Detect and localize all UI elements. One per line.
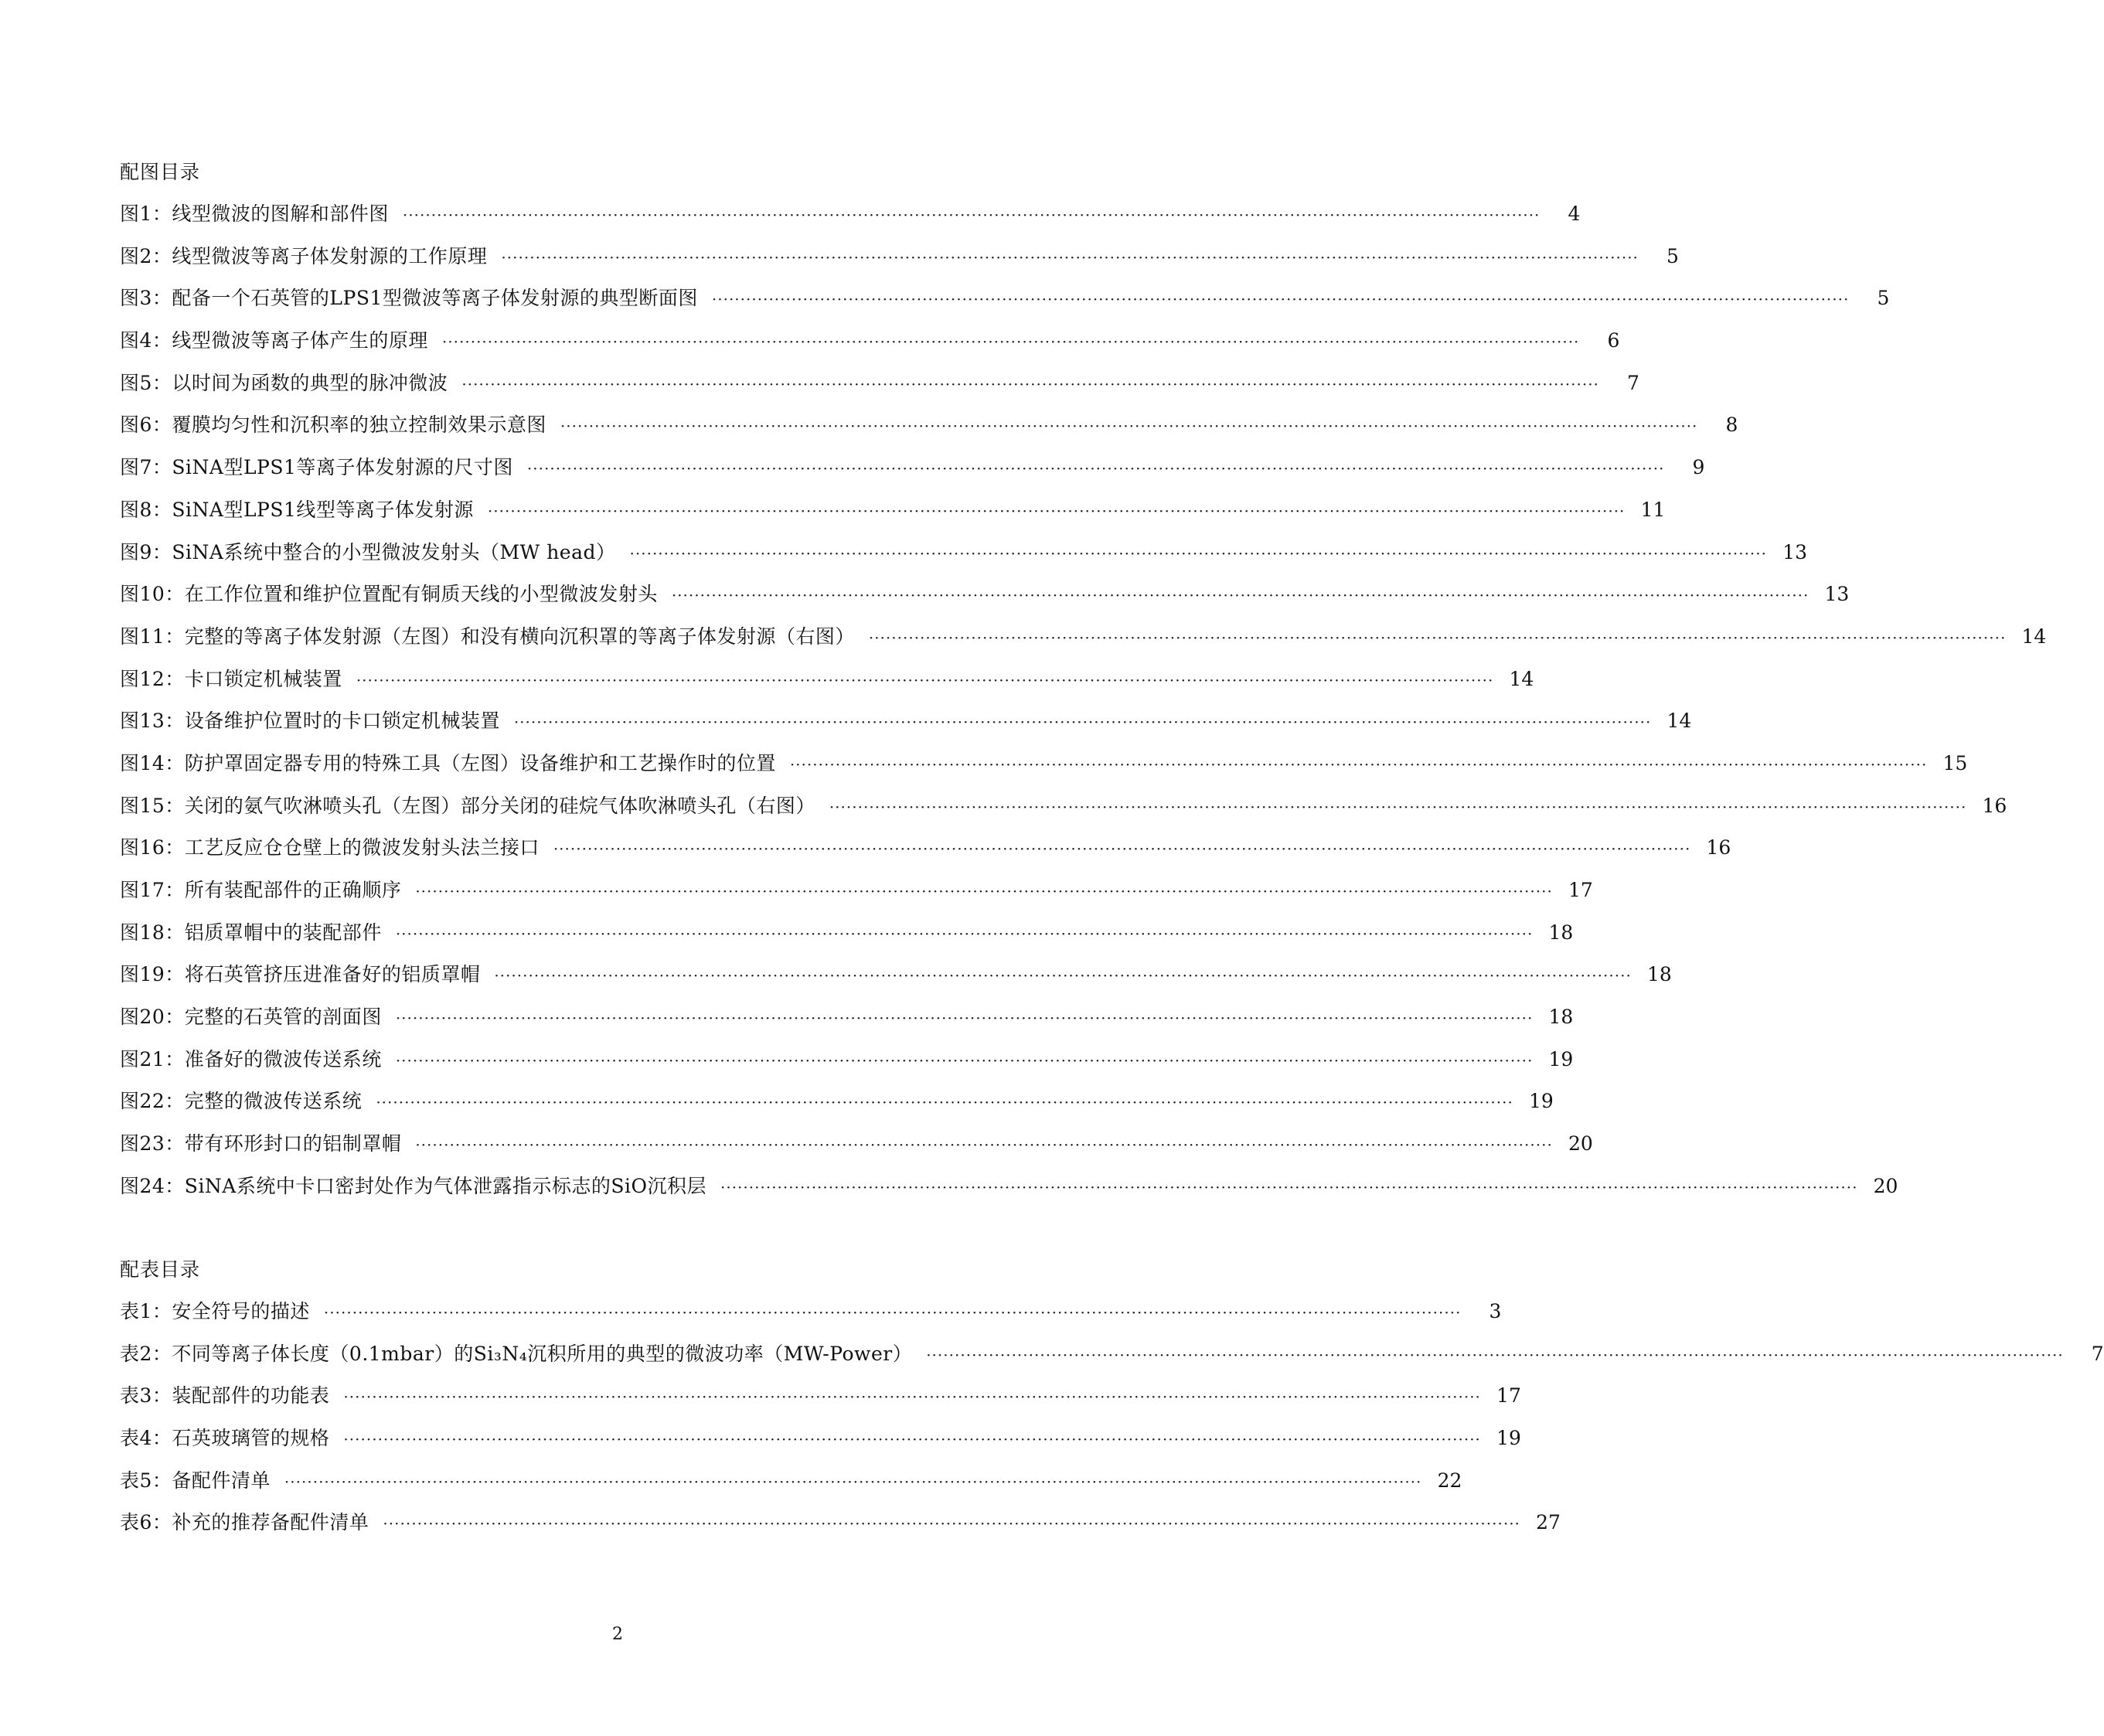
figure-entry-label: 图15：关闭的氨气吹淋喷头孔（左图）部分关闭的硅烷气体吹淋喷头孔（右图） (120, 794, 815, 817)
table-entry-label: 表5：备配件清单 (120, 1469, 271, 1492)
figure-entry[interactable] (120, 1081, 1554, 1123)
figure-entry[interactable] (120, 404, 1738, 447)
figure-entry-label: 图7：SiNA型LPS1等离子体发射源的尺寸图 (120, 456, 513, 479)
figure-entry-page: 13 (1824, 583, 1850, 606)
figure-entry-page: 14 (1667, 710, 1692, 733)
figure-entry[interactable] (120, 912, 1574, 955)
figure-list-title: 配图目录 (120, 161, 201, 183)
figure-entry-label: 图4：线型微波等离子体产生的原理 (120, 329, 428, 352)
dot-leader: ········································································································································································································ (356, 670, 1494, 689)
dot-leader: ········································································································································································································ (343, 1430, 1481, 1449)
figure-entry[interactable] (120, 785, 2007, 828)
dot-leader: ········································································································································································································ (487, 501, 1626, 520)
table-entry-page: 7 (2091, 1342, 2104, 1365)
table-entry-label: 表6：补充的推荐备配件清单 (120, 1511, 369, 1534)
figure-entry[interactable] (120, 532, 1807, 574)
dot-leader: ········································································································································································································ (553, 839, 1691, 859)
dot-leader: ········································································································································································································ (513, 713, 1652, 732)
dot-leader: ········································································································································································································ (415, 1135, 1553, 1155)
dot-leader: ········································································································································································································ (711, 290, 1850, 309)
figure-entry-label: 图2：线型微波等离子体发射源的工作原理 (120, 244, 488, 267)
figure-entry[interactable] (120, 743, 1968, 785)
table-entry-page: 3 (1489, 1300, 1502, 1322)
figure-entry-page: 18 (1548, 921, 1574, 944)
figure-entry-label: 图6：覆膜均匀性和沉积率的独立控制效果示意图 (120, 414, 546, 437)
figure-entry-label: 图17：所有装配部件的正确顺序 (120, 879, 402, 901)
figure-entry-page: 19 (1529, 1090, 1554, 1113)
table-entry-label: 表4：石英玻璃管的规格 (120, 1427, 330, 1450)
figure-entries (120, 193, 2047, 1208)
table-entry[interactable] (120, 1418, 1521, 1460)
figure-entry-label: 图10：在工作位置和维护位置配有铜质天线的小型微波发射头 (120, 583, 658, 606)
figure-entry-page: 5 (1667, 244, 1679, 267)
figure-entry-label: 图24：SiNA系统中卡口密封处作为气体泄露指示标志的SiO沉积层 (120, 1174, 706, 1197)
figure-entry-page: 20 (1873, 1174, 1898, 1197)
dot-leader: ········································································································································································································ (829, 797, 1967, 816)
dot-leader: ········································································································································································································ (402, 206, 1541, 224)
figure-entry-page: 14 (1509, 667, 1534, 690)
figure-entry[interactable] (120, 574, 1850, 616)
figure-entry-page: 20 (1568, 1132, 1593, 1156)
figure-entry[interactable] (120, 827, 1731, 870)
figure-entry-label: 图21：准备好的微波传送系统 (120, 1047, 382, 1071)
dot-leader: ········································································································································································································ (629, 543, 1767, 563)
table-entry[interactable] (120, 1460, 1462, 1503)
table-entry-page: 17 (1496, 1384, 1521, 1408)
figure-entry-page: 16 (1982, 794, 2007, 817)
figure-entry[interactable] (120, 193, 1581, 236)
dot-leader: ········································································································································································································ (343, 1387, 1481, 1407)
dot-leader: ········································································································································································································ (526, 459, 1665, 478)
dot-leader: ········································································································································································································ (441, 332, 1580, 352)
dot-leader: ········································································································································································································ (376, 1093, 1513, 1112)
figure-entry[interactable] (120, 489, 1666, 532)
table-list-section (120, 1249, 2104, 1544)
figure-list-section (120, 151, 2047, 1208)
figure-entry-label: 图1：线型微波的图解和部件图 (120, 203, 389, 225)
figure-entry-page: 6 (1607, 329, 1620, 352)
figure-entry-label: 图9：SiNA系统中整合的小型微波发射头（MW head） (120, 540, 616, 563)
table-entries (120, 1291, 2104, 1544)
table-entry[interactable] (120, 1375, 1521, 1418)
dot-leader: ········································································································································································································ (501, 247, 1639, 267)
figure-entry[interactable] (120, 277, 1890, 320)
figure-entry-page: 11 (1640, 498, 1666, 521)
table-list-title: 配表目录 (120, 1258, 201, 1281)
dot-leader: ········································································································································································································ (868, 628, 2007, 647)
figure-entry-page: 14 (2021, 625, 2047, 648)
dot-leader: ········································································································································································································ (926, 1345, 2064, 1364)
figure-entry-page: 18 (1548, 1006, 1574, 1029)
table-entry-page: 27 (1536, 1511, 1561, 1534)
figure-entry[interactable] (120, 996, 1574, 1039)
table-entry[interactable] (120, 1333, 2104, 1376)
figure-entry-label: 图3：配备一个石英管的LPS1型微波等离子体发射源的典型断面图 (120, 287, 698, 310)
figure-entry-label: 图16：工艺反应仓仓壁上的微波发射头法兰接口 (120, 836, 540, 859)
figure-entry-page: 16 (1706, 836, 1731, 859)
figure-entry[interactable] (120, 870, 1593, 912)
table-entry-page: 22 (1437, 1469, 1462, 1492)
table-entry-page: 19 (1496, 1427, 1521, 1450)
dot-leader: ········································································································································································································ (461, 374, 1599, 393)
dot-leader: ········································································································································································································ (671, 586, 1810, 605)
figure-entry-page: 15 (1942, 751, 1968, 774)
figure-entry-page: 13 (1782, 540, 1807, 563)
figure-entry[interactable] (120, 700, 1692, 743)
dot-leader: ········································································································································································································ (383, 1514, 1520, 1533)
dot-leader: ········································································································································································································ (720, 1177, 1858, 1196)
figure-entry[interactable] (120, 447, 1705, 489)
dot-leader: ········································································································································································································ (415, 882, 1553, 900)
page-number: 2 (612, 1625, 623, 1644)
figure-entry-page: 7 (1627, 371, 1639, 394)
figure-entry[interactable] (120, 659, 1534, 701)
figure-entry-label: 图8：SiNA型LPS1线型等离子体发射源 (120, 498, 474, 521)
table-entry[interactable] (120, 1502, 1561, 1544)
figure-entry[interactable] (120, 954, 1672, 996)
table-entry-label: 表1：安全符号的描述 (120, 1300, 310, 1322)
dot-leader: ········································································································································································································ (560, 417, 1698, 436)
dot-leader: ········································································································································································································ (494, 966, 1632, 985)
dot-leader: ········································································································································································································ (284, 1472, 1422, 1491)
figure-entry-label: 图11：完整的等离子体发射源（左图）和没有横向沉积罩的等离子体发射源（右图） (120, 625, 855, 648)
figure-entry[interactable] (120, 1123, 1593, 1166)
figure-entry-label: 图20：完整的石英管的剖面图 (120, 1006, 382, 1029)
figure-entry-label: 图18：铝质罩帽中的装配部件 (120, 921, 382, 944)
figure-entry-page: 5 (1877, 287, 1890, 310)
figure-entry-page: 8 (1725, 414, 1738, 437)
figure-entry-page: 18 (1647, 963, 1672, 986)
dot-leader: ········································································································································································································ (789, 754, 1928, 774)
dot-leader: ········································································································································································································ (323, 1303, 1462, 1322)
figure-entry-page: 4 (1568, 203, 1581, 225)
figure-entry[interactable] (120, 1039, 1574, 1081)
figure-entry-label: 图22：完整的微波传送系统 (120, 1090, 363, 1113)
figure-entry[interactable] (120, 1166, 1898, 1208)
figure-entry[interactable] (120, 320, 1620, 363)
dot-leader: ········································································································································································································ (395, 1050, 1534, 1070)
table-entry-label: 表2：不同等离子体长度（0.1mbar）的Si₃N₄沉积所用的典型的微波功率（MW-Power） (120, 1342, 913, 1365)
figure-entry-label: 图14：防护罩固定器专用的特殊工具（左图）设备维护和工艺操作时的位置 (120, 751, 776, 774)
figure-entry-page: 9 (1692, 456, 1705, 479)
figure-entry[interactable] (120, 616, 2047, 659)
table-entry-label: 表3：装配部件的功能表 (120, 1384, 330, 1408)
figure-entry-page: 19 (1548, 1047, 1574, 1071)
figure-entry[interactable] (120, 363, 1639, 405)
dot-leader: ········································································································································································································ (395, 1009, 1534, 1028)
table-entry[interactable] (120, 1291, 1502, 1333)
figure-entry-label: 图5：以时间为函数的典型的脉冲微波 (120, 371, 448, 394)
figure-entry-page: 17 (1568, 879, 1593, 901)
dot-leader: ········································································································································································································ (395, 924, 1534, 943)
figure-entry-label: 图23：带有环形封口的铝制罩帽 (120, 1132, 402, 1156)
figure-entry-label: 图13：设备维护位置时的卡口锁定机械装置 (120, 710, 500, 733)
figure-entry-label: 图12：卡口锁定机械装置 (120, 667, 342, 690)
figure-entry[interactable] (120, 236, 1679, 278)
figure-entry-label: 图19：将石英管挤压进准备好的铝质罩帽 (120, 963, 481, 986)
